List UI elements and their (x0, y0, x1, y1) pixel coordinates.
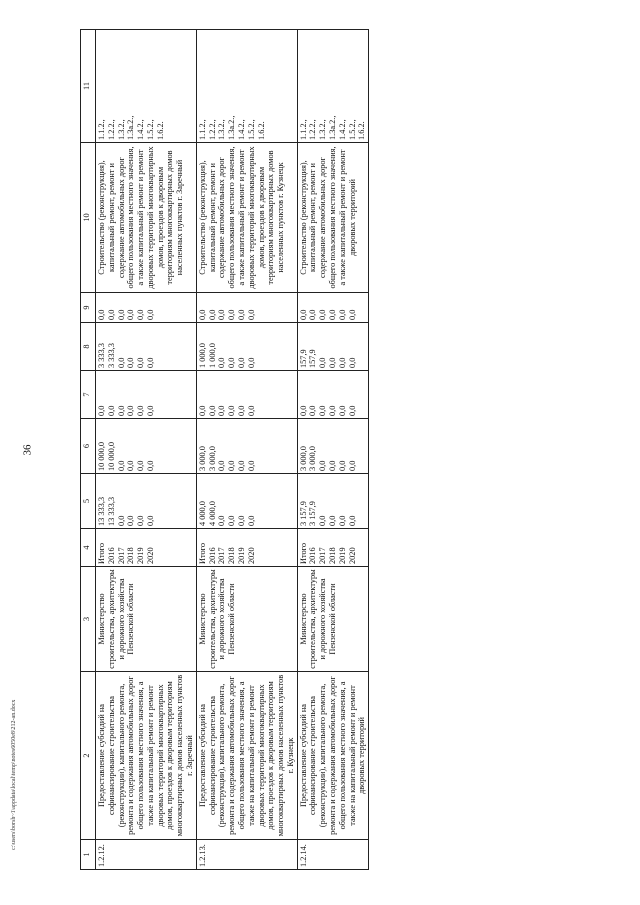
total-funding-value: 0,0 (337, 515, 347, 526)
federal-budget-value: 0,0 (337, 460, 347, 471)
regional-budget-a-value: 0,0 (126, 405, 136, 416)
indicator-links-value: 1.2.2., (106, 119, 116, 140)
other-sources-value: 0,0 (347, 309, 357, 320)
federal-budget-value: 3 000,0 (197, 446, 207, 471)
regional-budget-a-value: 0,0 (136, 405, 146, 416)
indicator-links-value: 1.4.2., (337, 119, 347, 140)
total-funding-value: 0,0 (327, 515, 337, 526)
total-funding (96, 474, 197, 529)
indicator-links-value: 1.3а.2., (327, 115, 337, 140)
total-funding (196, 474, 297, 529)
federal-budget-value: 0,0 (318, 460, 328, 471)
table-body (96, 30, 369, 870)
total-funding-value: 0,0 (246, 515, 256, 526)
indicator-links-value: 1.3а.2., (126, 115, 136, 140)
expected-result: Строительство (реконструкция), капитальный ремонт, ремонт и содержание автомобильных дорог общего пользования местного значения, а также капитальный ремонт и ремонт дворовых территорий многоквартирных домов, проездов к дворовым территориям многоквартирных домов населенных пунктов г. Кузнецк (196, 143, 297, 293)
local-budget-value: 157,9 (308, 349, 318, 368)
years (96, 529, 197, 567)
col-header-4: 4 (81, 529, 96, 567)
regional-budget-a-value: 0,0 (106, 405, 116, 416)
other-sources (96, 293, 197, 323)
indicator-links-value: 1.5.2., (347, 119, 357, 140)
other-sources-value: 0,0 (236, 309, 246, 320)
other-sources-value: 0,0 (308, 309, 318, 320)
table-row (196, 30, 297, 870)
indicator-links-value: 1.6.2. (357, 121, 367, 140)
years-value: 2017 (116, 547, 126, 564)
indicator-links-value: 1.1.2., (197, 119, 207, 140)
other-sources-value: 0,0 (246, 309, 256, 320)
total-funding-value: 3 157,9 (298, 501, 308, 526)
regional-budget-a-value: 0,0 (116, 405, 126, 416)
regional-budget-a-value: 0,0 (145, 405, 155, 416)
total-funding-value: 0,0 (227, 515, 237, 526)
years-value: 2018 (227, 547, 237, 564)
indicator-links (196, 30, 297, 143)
local-budget-value: 0,0 (236, 357, 246, 368)
indicator-links-value: 1.4.2., (136, 119, 146, 140)
local-budget-value: 0,0 (145, 357, 155, 368)
regional-budget-a-value: 0,0 (298, 405, 308, 416)
regional-budget-a (196, 371, 297, 419)
regional-budget-a-value: 0,0 (97, 405, 106, 416)
indicator-links-value: 1.3.2., (116, 119, 126, 140)
federal-budget-value: 0,0 (116, 460, 126, 471)
total-funding-value: 0,0 (318, 515, 328, 526)
federal-budget-value: 3 000,0 (308, 446, 318, 471)
local-budget-value: 0,0 (327, 357, 337, 368)
other-sources (297, 293, 368, 323)
other-sources-value: 0,0 (97, 309, 106, 320)
local-budget-value: 0,0 (337, 357, 347, 368)
indicator-links-value: 1.1.2., (97, 119, 106, 140)
years-value: Итого (298, 542, 308, 564)
years-value: 2016 (106, 547, 116, 564)
years-value: 2020 (246, 547, 256, 564)
col-header-11: 11 (81, 30, 96, 143)
years-value: 2019 (337, 547, 347, 564)
years-value: 2017 (217, 547, 227, 564)
other-sources-value: 0,0 (207, 309, 217, 320)
local-budget-value: 1 000,0 (197, 343, 207, 368)
col-header-1: 1 (81, 840, 96, 870)
local-budget-value: 0,0 (116, 357, 126, 368)
indicator-links-value: 1.4.2., (236, 119, 246, 140)
expected-result: Строительство (реконструкция), капитальный ремонт, ремонт и содержание автомобильных дорог общего пользования местного значения, а также капитальный ремонт и ремонт дворовых территорий многоквартирных домов, проездов к дворовым территориям многоквартирных домов населенных пунктов г. Заречный (96, 143, 197, 293)
indicator-links (297, 30, 368, 143)
regional-budget-a-value: 0,0 (197, 405, 207, 416)
regional-budget-a-value: 0,0 (337, 405, 347, 416)
footer-file-path: c:\users\borsh~1\appdata\local\temp\notes6050e8\212-an.docx (11, 699, 17, 850)
other-sources-value: 0,0 (227, 309, 237, 320)
years-value: 2020 (145, 547, 155, 564)
local-budget-value: 157,9 (298, 349, 308, 368)
col-header-3: 3 (81, 567, 96, 672)
executor: Министерство строительства, архитектуры и дорожного хозяйства Пензенской области (196, 567, 297, 672)
col-header-8: 8 (81, 323, 96, 371)
other-sources-value: 0,0 (318, 309, 328, 320)
total-funding (297, 474, 368, 529)
regional-budget-a-value: 0,0 (227, 405, 237, 416)
other-sources-value: 0,0 (116, 309, 126, 320)
federal-budget-value: 0,0 (246, 460, 256, 471)
local-budget-value: 0,0 (227, 357, 237, 368)
indicator-links-value: 1.2.2., (308, 119, 318, 140)
executor: Министерство строительства, архитектуры и дорожного хозяйства Пензенской области (297, 567, 368, 672)
local-budget-value: 0,0 (347, 357, 357, 368)
local-budget-value: 0,0 (246, 357, 256, 368)
other-sources-value: 0,0 (106, 309, 116, 320)
regional-budget-a-value: 0,0 (327, 405, 337, 416)
total-funding-value: 4 000,0 (207, 501, 217, 526)
indicator-links-value: 1.6.2. (256, 121, 266, 140)
years (297, 529, 368, 567)
header-row (81, 30, 96, 870)
executor: Министерство строительства, архитектуры и дорожного хозяйства Пензенской области (96, 567, 197, 672)
regional-budget-a (297, 371, 368, 419)
indicator-links-value: 1.3.2., (318, 119, 328, 140)
federal-budget-value: 10 000,0 (97, 441, 106, 471)
years-value: 2019 (136, 547, 146, 564)
page-number: 36 (21, 444, 34, 456)
federal-budget-value: 3 000,0 (207, 446, 217, 471)
indicator-links (96, 30, 197, 143)
indicator-links-value: 1.1.2., (298, 119, 308, 140)
regional-budget-a-value: 0,0 (246, 405, 256, 416)
col-header-6: 6 (81, 419, 96, 474)
regional-budget-a-value: 0,0 (347, 405, 357, 416)
regional-budget-a-value: 0,0 (236, 405, 246, 416)
regional-budget-a-value: 0,0 (318, 405, 328, 416)
years-value: 2020 (347, 547, 357, 564)
years-value: 2016 (308, 547, 318, 564)
activity-description: Предоставление субсидий на софинансирование строительства (реконструкции), капитального ремонта, ремонта и содержания автомобильных дорог общего пользования местного значения, а также на капитальный ремонт и ремонт дворовых территорий (297, 672, 368, 840)
col-header-7: 7 (81, 371, 96, 419)
activity-code: 1.2.14. (297, 840, 368, 870)
federal-budget-value: 0,0 (145, 460, 155, 471)
rotated-table-container (80, 30, 620, 870)
indicator-links-value: 1.5.2., (246, 119, 256, 140)
other-sources-value: 0,0 (136, 309, 146, 320)
local-budget-value: 1 000,0 (207, 343, 217, 368)
federal-budget (96, 419, 197, 474)
regional-budget-a-value: 0,0 (308, 405, 318, 416)
total-funding-value: 0,0 (236, 515, 246, 526)
federal-budget-value: 0,0 (126, 460, 136, 471)
activity-description: Предоставление субсидий на софинансирование строительства (реконструкции), капитального ремонта, ремонта и содержания автомобильных дорог общего пользования местного значения, а также на капитальный ремонт и ремонт дворовых территорий многоквартирных домов, проездов к дворовым территориям многоквартирных домов населенных пунктов г. Кузнецк (196, 672, 297, 840)
total-funding-value: 0,0 (116, 515, 126, 526)
activity-description: Предоставление субсидий на софинансирование строительства (реконструкции), капитального ремонта, ремонта и содержания автомобильных дорог общего пользования местного значения, а также на капитальный ремонт и ремонт дворовых территорий многоквартирных домов, проездов к дворовым территориям многоквартирных домов населенных пунктов г. Заречный (96, 672, 197, 840)
federal-budget-value: 0,0 (347, 460, 357, 471)
total-funding-value: 0,0 (217, 515, 227, 526)
total-funding-value: 13 333,3 (106, 496, 116, 526)
activity-code: 1.2.13. (196, 840, 297, 870)
other-sources-value: 0,0 (217, 309, 227, 320)
local-budget (96, 323, 197, 371)
activity-code: 1.2.12. (96, 840, 197, 870)
col-header-2: 2 (81, 672, 96, 840)
years-value: 2018 (126, 547, 136, 564)
years-value: 2016 (207, 547, 217, 564)
local-budget-value: 3 333,3 (97, 343, 106, 368)
years-value: Итого (197, 542, 207, 564)
other-sources-value: 0,0 (298, 309, 308, 320)
federal-budget-value: 0,0 (327, 460, 337, 471)
local-budget (196, 323, 297, 371)
years-value: 2019 (236, 547, 246, 564)
regional-budget-a-value: 0,0 (217, 405, 227, 416)
other-sources-value: 0,0 (337, 309, 347, 320)
local-budget-value: 0,0 (136, 357, 146, 368)
other-sources-value: 0,0 (126, 309, 136, 320)
federal-budget-value: 0,0 (227, 460, 237, 471)
federal-budget (297, 419, 368, 474)
years-value: Итого (97, 542, 106, 564)
table-row (297, 30, 368, 870)
table-row (96, 30, 197, 870)
local-budget-value: 0,0 (217, 357, 227, 368)
indicator-links-value: 1.6.2. (155, 121, 165, 140)
local-budget-value: 0,0 (126, 357, 136, 368)
local-budget-value: 0,0 (318, 357, 328, 368)
total-funding-value: 3 157,9 (308, 501, 318, 526)
indicator-links-value: 1.3а.2., (227, 115, 237, 140)
indicator-links-value: 1.2.2., (207, 119, 217, 140)
years-value: 2017 (318, 547, 328, 564)
federal-budget-value: 10 000,0 (106, 441, 116, 471)
other-sources (196, 293, 297, 323)
indicator-links-value: 1.3.2., (217, 119, 227, 140)
regional-budget-a-value: 0,0 (207, 405, 217, 416)
col-header-5: 5 (81, 474, 96, 529)
regional-budget-a (96, 371, 197, 419)
other-sources-value: 0,0 (145, 309, 155, 320)
local-budget (297, 323, 368, 371)
total-funding-value: 13 333,3 (97, 496, 106, 526)
federal-budget-value: 3 000,0 (298, 446, 308, 471)
col-header-10: 10 (81, 143, 96, 293)
total-funding-value: 0,0 (347, 515, 357, 526)
other-sources-value: 0,0 (327, 309, 337, 320)
other-sources-value: 0,0 (197, 309, 207, 320)
years-value: 2018 (327, 547, 337, 564)
federal-budget-value: 0,0 (136, 460, 146, 471)
total-funding-value: 0,0 (136, 515, 146, 526)
program-activities-table (80, 29, 369, 870)
federal-budget-value: 0,0 (236, 460, 246, 471)
local-budget-value: 3 333,3 (106, 343, 116, 368)
expected-result: Строительство (реконструкция), капитальный ремонт, ремонт и содержание автомобильных дорог общего пользования местного значения, а также капитальный ремонт и ремонт дворовых территорий (297, 143, 368, 293)
years (196, 529, 297, 567)
federal-budget (196, 419, 297, 474)
indicator-links-value: 1.5.2., (145, 119, 155, 140)
col-header-9: 9 (81, 293, 96, 323)
federal-budget-value: 0,0 (217, 460, 227, 471)
total-funding-value: 0,0 (145, 515, 155, 526)
total-funding-value: 4 000,0 (197, 501, 207, 526)
total-funding-value: 0,0 (126, 515, 136, 526)
